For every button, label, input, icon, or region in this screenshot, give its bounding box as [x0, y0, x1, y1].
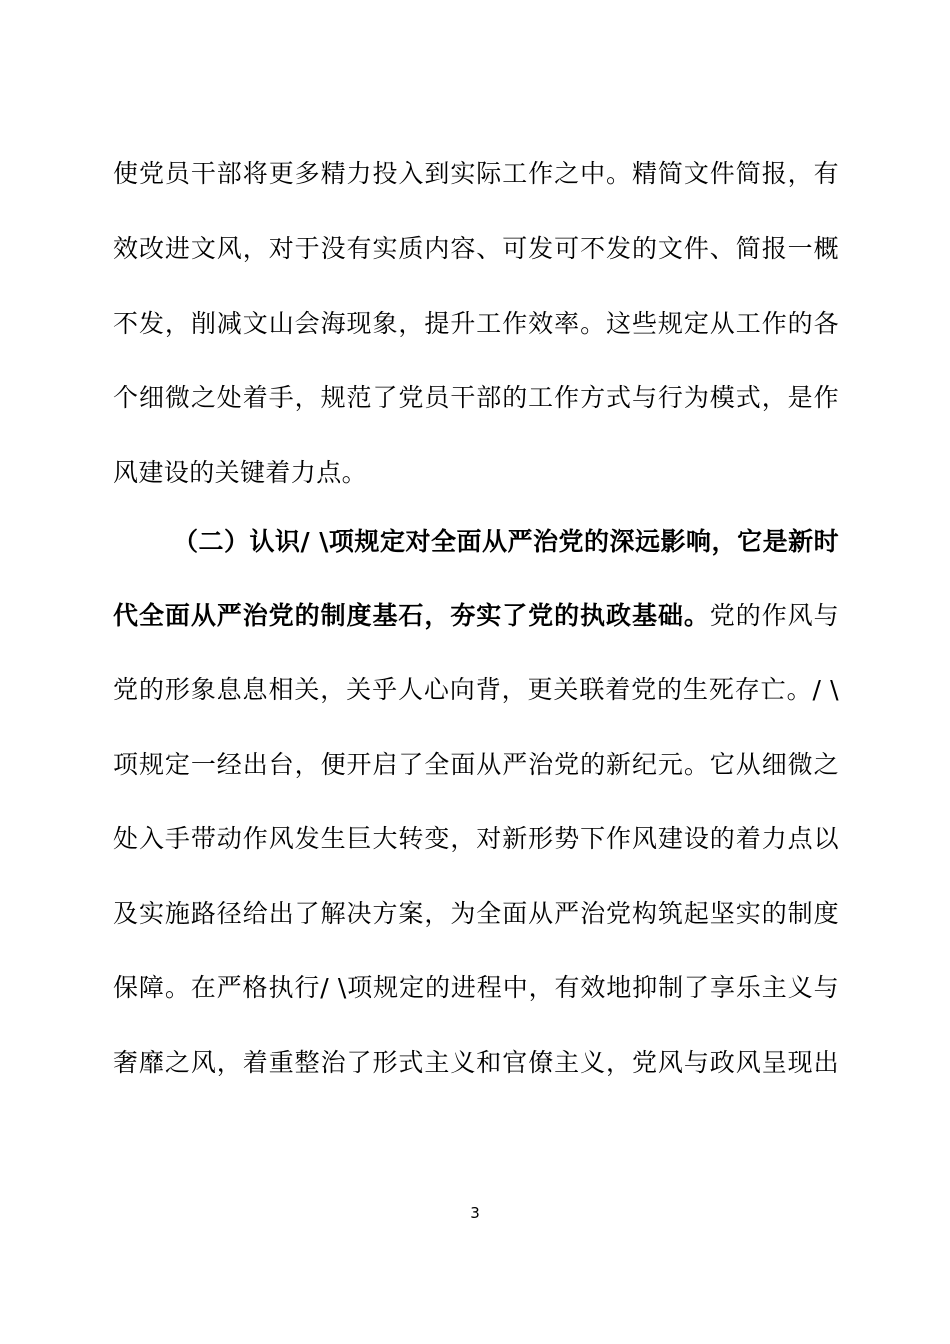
text-line: 处入手带动作风发生巨大转变，对新形势下作风建设的着力点以: [113, 824, 839, 853]
text-line: 效改进文风，对于没有实质内容、可发可不发的文件、简报一概: [113, 234, 839, 263]
text-line: 使党员干部将更多精力投入到实际工作之中。精简文件简报，有: [113, 159, 839, 188]
text-fragment: 党的作风与: [709, 601, 839, 630]
text-line: [113, 596, 839, 636]
text-line: 及实施路径给出了解决方案，为全面从严治党构筑起坚实的制度: [113, 899, 839, 928]
section-heading-continuation: 代全面从严治党的制度基石，夯实了党的执政基础。: [113, 601, 710, 630]
text-line: 保障。在严格执行/ \项规定的进程中，有效地抑制了享乐主义与: [113, 973, 839, 1002]
text-line: 风建设的关键着力点。: [113, 458, 368, 487]
text-line: 个细微之处着手，规范了党员干部的工作方式与行为模式，是作: [113, 383, 839, 412]
text-line: 奢靡之风，着重整治了形式主义和官僚主义，党风与政风呈现出: [113, 1048, 839, 1077]
text-line: 不发，削减文山会海现象，提升工作效率。这些规定从工作的各: [113, 309, 839, 338]
page-number: 3: [470, 1204, 480, 1222]
text-line: 项规定一经出台，便开启了全面从严治党的新纪元。它从细微之: [113, 750, 839, 779]
section-heading: （二）认识/ \项规定对全面从严治党的深远影响，它是新时: [173, 527, 839, 556]
text-line: 党的形象息息相关，关乎人心向背，更关联着党的生死存亡。/ \: [113, 675, 839, 704]
